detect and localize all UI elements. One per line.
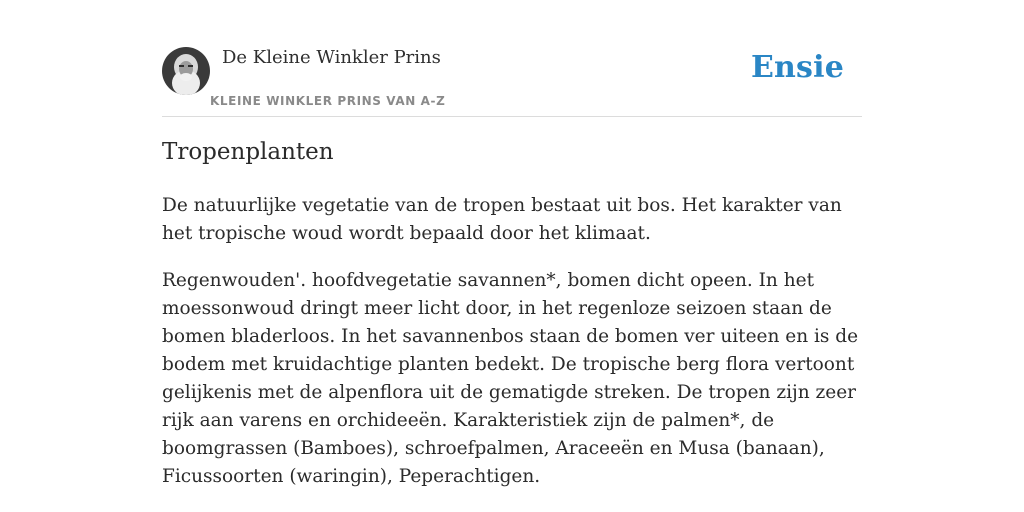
- site-header: [162, 44, 862, 117]
- ensie-logo[interactable]: Ensie: [750, 50, 844, 85]
- article-body: [162, 192, 862, 510]
- article-title: Tropenplanten: [162, 139, 334, 165]
- author-name[interactable]: De Kleine Winkler Prins: [222, 47, 441, 68]
- author-portrait-icon: [162, 47, 210, 95]
- collection-link[interactable]: KLEINE WINKLER PRINS VAN A-Z: [210, 94, 446, 108]
- author-avatar[interactable]: [162, 47, 210, 95]
- article-paragraph: Regenwouden'. hoofdvegetatie savannen*, bomen dicht opeen. In het moessonwoud dringt meer licht door, in het regenloze seizoen staan de bomen bladerloos. In het savannenbos staan de bomen ver uiteen en is de bodem met kruidachtige planten bedekt. De tropische berg flora vertoont gelijkenis met de alpenflora uit de gematigde streken. De tropen zijn zeer rijk aan varens en orchideeën. Karakteristiek zijn de palmen*, de boomgrassen (Bamboes), schroefpalmen, Araceeën en Musa (banaan), Ficussoorten (waringin), Peperachtigen.: [162, 270, 859, 487]
- article-paragraph: De natuurlijke vegetatie van de tropen bestaat uit bos. Het karakter van het tropische woud wordt bepaald door het klimaat.: [162, 195, 842, 244]
